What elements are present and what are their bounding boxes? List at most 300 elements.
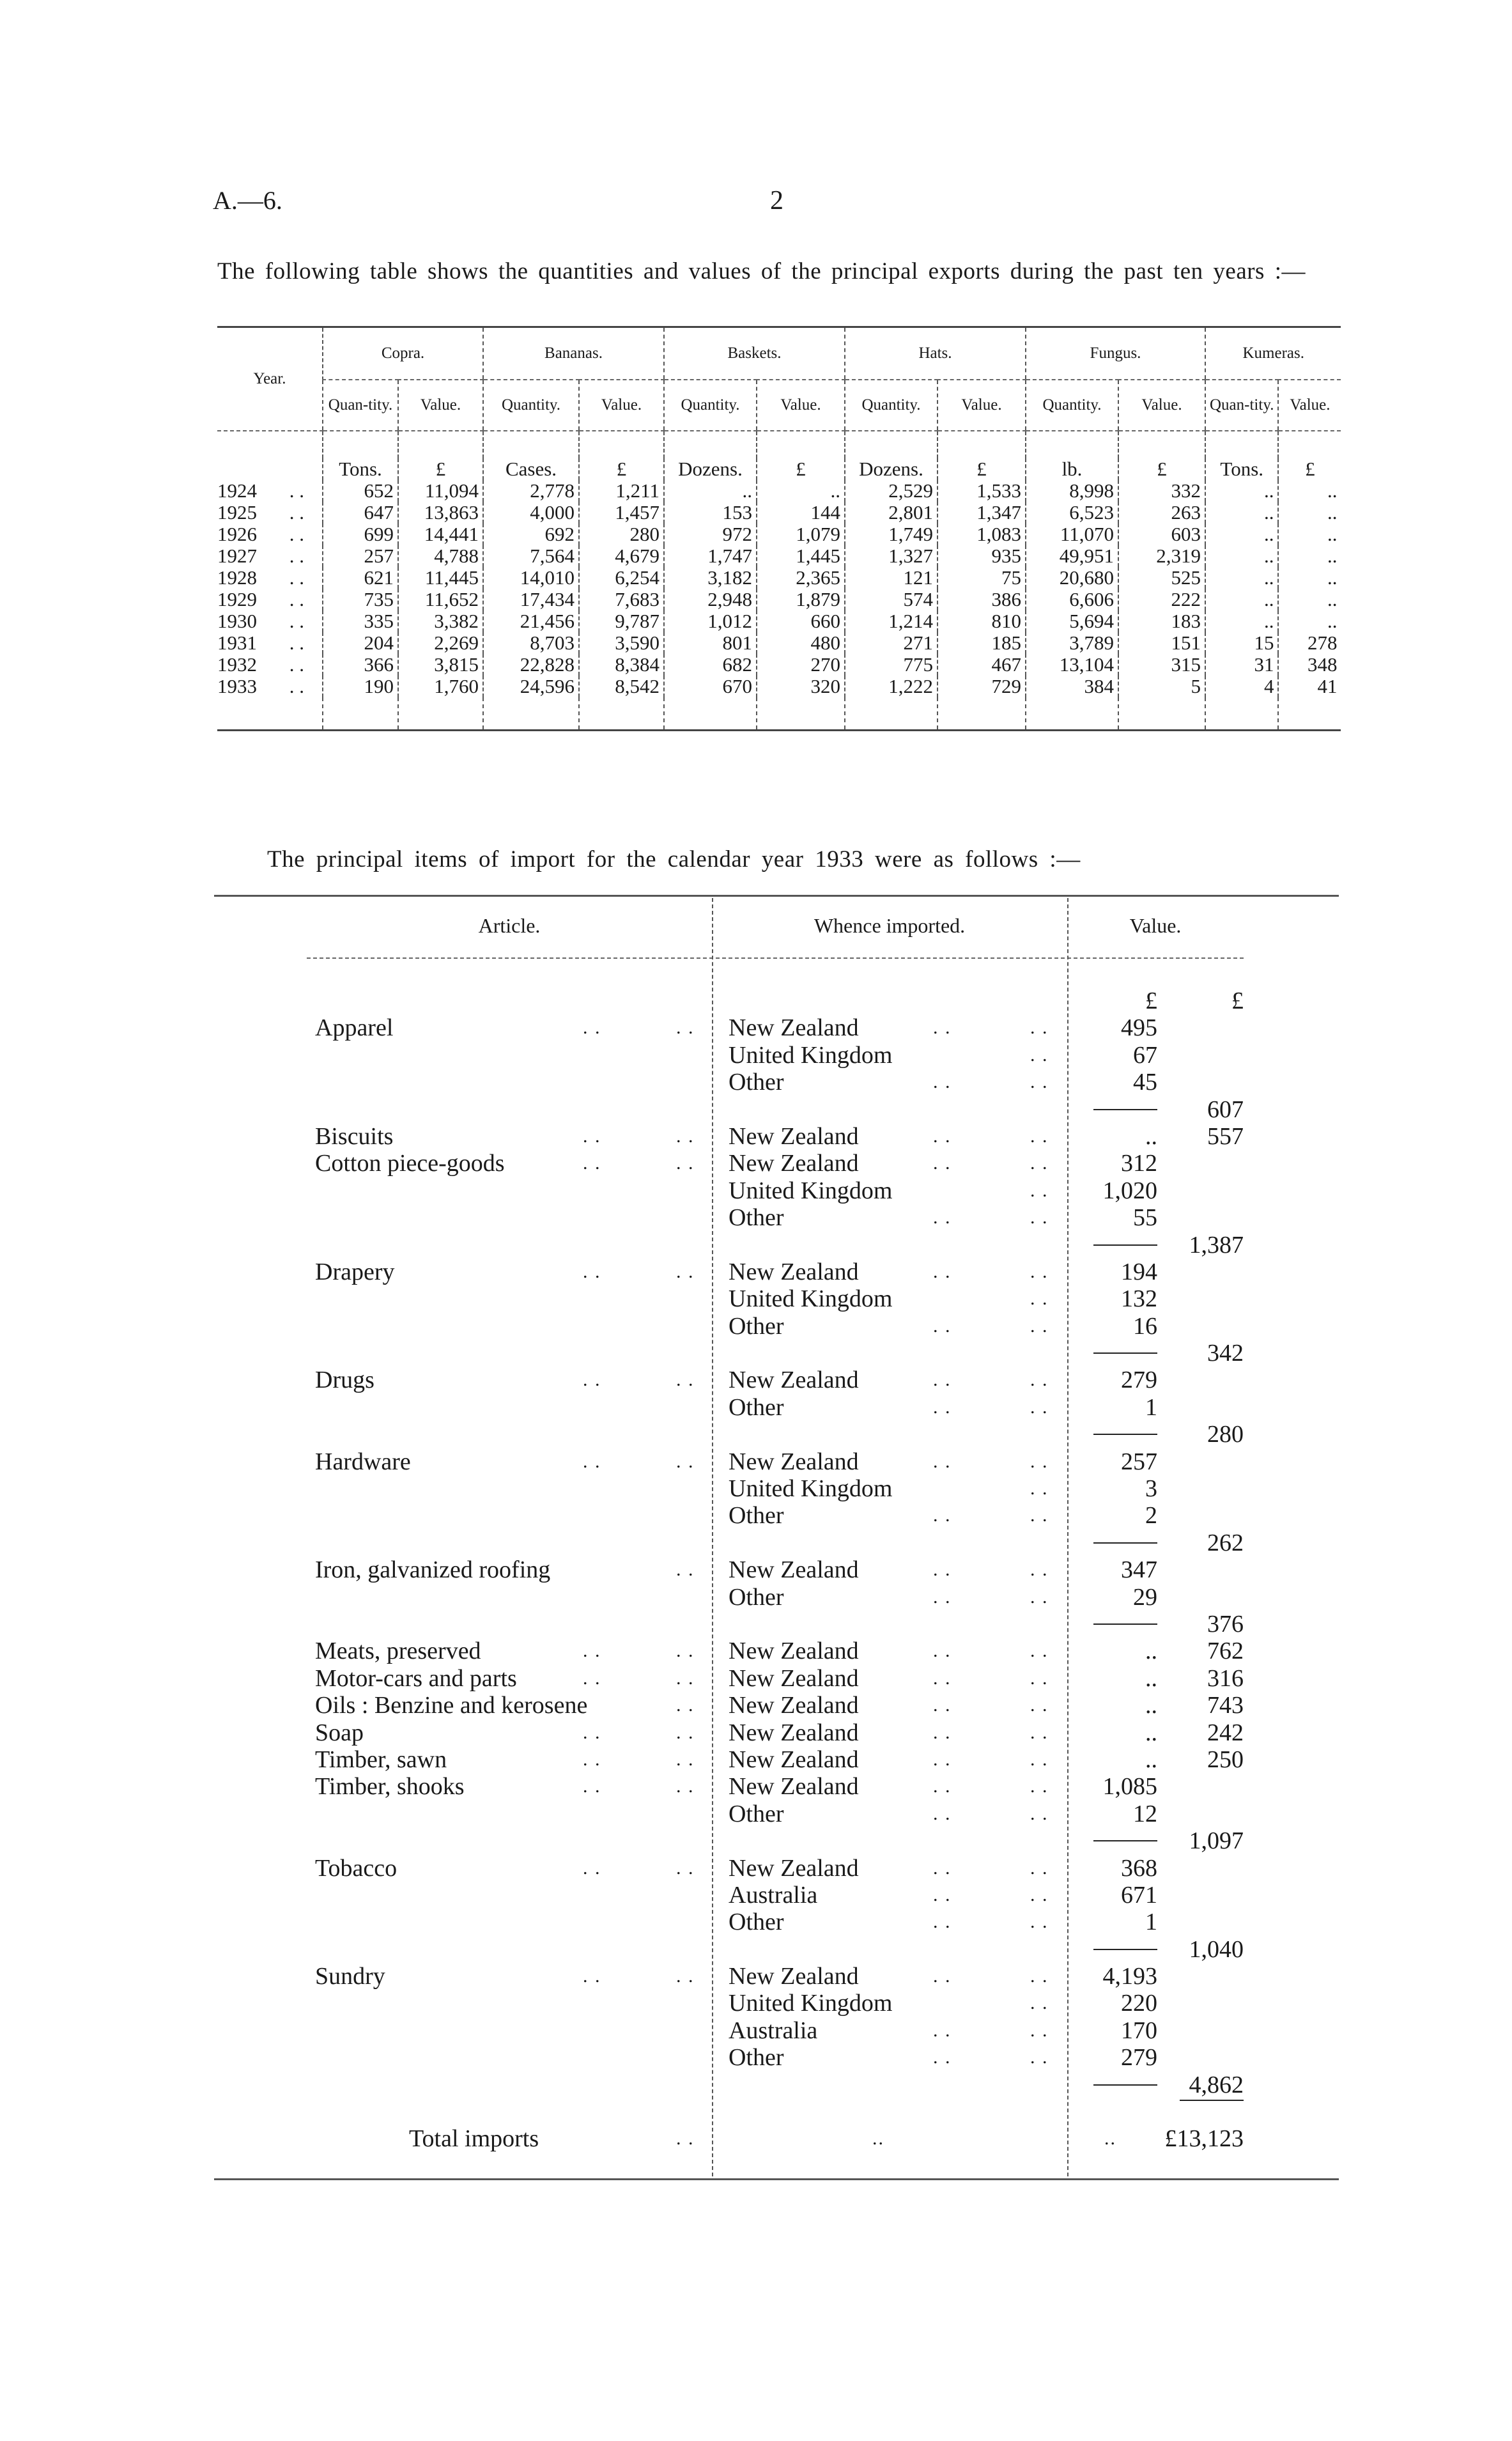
article-name: Timber, shooks (315, 1773, 465, 1801)
leader-dots: . . (1030, 1478, 1049, 1499)
value-cell: 5 (1118, 676, 1205, 697)
value-cell: 467 (937, 654, 1026, 676)
value-cell: 2,801 (845, 502, 937, 523)
value-cell: 11,652 (398, 589, 483, 610)
whence-placeholder: .. (872, 2128, 884, 2150)
subtotal-rule (1093, 1352, 1157, 1354)
value-cell: 11,094 (398, 480, 483, 502)
leader-dots: . . (583, 1640, 601, 1662)
item-value: 347 (1121, 1556, 1157, 1584)
list-item (0, 1963, 1512, 1990)
leader-dots: . . (1030, 1721, 1049, 1743)
item-value: .. (1145, 1664, 1157, 1692)
value-cell: 384 (1026, 676, 1118, 697)
leader-dots: . . (676, 1857, 695, 1879)
subtotal-rule (1093, 1949, 1157, 1950)
leader-dots: . . (1030, 2019, 1049, 2041)
value-cell: 647 (323, 502, 398, 523)
value-cell: 3,182 (664, 567, 757, 589)
leader-dots: . . (583, 1776, 601, 1797)
leader-dots: . . (583, 1748, 601, 1770)
whence-header: Whence imported. (814, 914, 966, 937)
leader-dots: . . (1030, 1179, 1049, 1201)
table-row (217, 654, 1341, 676)
value-cell: 1,445 (757, 545, 845, 567)
item-value: 279 (1121, 1367, 1157, 1394)
value-cell: 1,079 (757, 523, 845, 545)
leader-dots: . . (583, 1125, 601, 1147)
leader-dots: . . (676, 1748, 695, 1770)
leader-dots: . . (933, 1207, 952, 1228)
leader-dots: . . (1030, 1044, 1049, 1066)
list-item (0, 1530, 1512, 1556)
item-value: 55 (1133, 1204, 1157, 1232)
article-name: Timber, sawn (315, 1746, 447, 1773)
list-item (0, 1584, 1512, 1611)
leader-dots: . . (933, 1776, 952, 1797)
value-cell: 14,441 (398, 523, 483, 545)
leader-dots: . . (933, 1965, 952, 1987)
article-name: Drapery (315, 1258, 395, 1285)
value-cell: .. (1205, 567, 1278, 589)
value-cell: 1,747 (664, 545, 757, 567)
page-number: 2 (770, 186, 783, 215)
leader-dots: . . (676, 1721, 695, 1743)
leader-dots: . . (1030, 1857, 1049, 1879)
total-rule (1180, 2100, 1244, 2101)
leader-dots: . . (1030, 1748, 1049, 1770)
leader-dots: . . (933, 1017, 952, 1039)
value-cell: 366 (323, 654, 398, 676)
list-item (0, 2044, 1512, 2071)
leader-dots: . . (933, 1694, 952, 1716)
value-cell: 190 (323, 676, 398, 697)
value-cell: 20,680 (1026, 567, 1118, 589)
table-row (217, 589, 1341, 610)
value-cell: 335 (323, 610, 398, 632)
sub-header: Quantity. (664, 380, 757, 431)
value-cell: 15 (1205, 632, 1278, 654)
group-header: Kumeras. (1205, 327, 1341, 380)
whence-imported: United Kingdom (729, 1041, 893, 1069)
whence-imported: New Zealand (729, 1963, 859, 1990)
leader-dots: . . (289, 523, 304, 545)
value-cell: 699 (323, 523, 398, 545)
value-cell: .. (1205, 545, 1278, 567)
leader-dots: . . (1030, 1884, 1049, 1905)
value-cell: 8,542 (579, 676, 664, 697)
whence-imported: New Zealand (729, 1014, 859, 1042)
value-cell: 2,365 (757, 567, 845, 589)
whence-imported: New Zealand (729, 1448, 859, 1475)
subtotal-value: 250 (1207, 1746, 1244, 1773)
value-cell: .. (1278, 567, 1341, 589)
item-value: 1 (1145, 1909, 1157, 1936)
leader-dots: . . (676, 1559, 695, 1581)
leader-dots: . . (676, 1965, 695, 1987)
leader-dots: . . (583, 1260, 601, 1282)
value-cell: 9,787 (579, 610, 664, 632)
unit-label: lb. (1026, 458, 1118, 480)
item-value: 1,020 (1102, 1177, 1157, 1204)
list-item (0, 1150, 1512, 1177)
value-cell: 11,445 (398, 567, 483, 589)
list-item (0, 1827, 1512, 1854)
value-cell: 204 (323, 632, 398, 654)
sub-header: Quan-tity. (1205, 380, 1278, 431)
leader-dots: . . (933, 1721, 952, 1743)
leader-dots: . . (1030, 1315, 1049, 1337)
value-cell: .. (664, 480, 757, 502)
leader-dots: . . (933, 1260, 952, 1282)
whence-imported: New Zealand (729, 1122, 859, 1150)
list-item (0, 1665, 1512, 1692)
subtotal-value: 242 (1207, 1719, 1244, 1746)
leader-dots: . . (1030, 1450, 1049, 1472)
article-name: Hardware (315, 1448, 411, 1475)
value-cell: 280 (579, 523, 664, 545)
leader-dots: . . (676, 1450, 695, 1472)
item-value: 12 (1133, 1800, 1157, 1827)
unit-label: Tons. (323, 458, 398, 480)
value-cell: 692 (483, 523, 579, 545)
list-item (0, 988, 1512, 1014)
total-row (0, 2125, 1512, 2152)
subtotal-rule (1093, 1109, 1157, 1110)
year-cell: 1931 (217, 632, 257, 654)
value-header: Value. (1129, 914, 1182, 937)
leader-dots: . . (676, 1694, 695, 1716)
sub-header: Quantity. (845, 380, 937, 431)
subtotal-value: 376 (1207, 1610, 1244, 1638)
whence-imported: New Zealand (729, 1773, 859, 1801)
leader-dots: . . (1030, 1911, 1049, 1933)
list-item (0, 1096, 1512, 1123)
leader-dots: . . (1030, 1640, 1049, 1662)
item-value: 16 (1133, 1312, 1157, 1340)
table-row (217, 610, 1341, 632)
value-cell: 185 (937, 632, 1026, 654)
list-item (0, 2072, 1512, 2098)
subtotal-value: 557 (1207, 1122, 1244, 1150)
item-value: 671 (1121, 1881, 1157, 1909)
group-header: Hats. (845, 327, 1026, 380)
table-rule (214, 2178, 1339, 2180)
value-cell: 2,269 (398, 632, 483, 654)
item-value: 257 (1121, 1448, 1157, 1475)
leader-dots: . . (676, 1369, 695, 1391)
value-cell: 1,012 (664, 610, 757, 632)
value-cell: 11,070 (1026, 523, 1118, 545)
list-item (0, 1936, 1512, 1963)
value-cell: .. (1205, 523, 1278, 545)
value-cell: 652 (323, 480, 398, 502)
leader-dots: . . (933, 1640, 952, 1662)
whence-imported: United Kingdom (729, 1177, 893, 1204)
value-cell: 2,529 (845, 480, 937, 502)
value-cell: .. (757, 480, 845, 502)
value-cell: 1,533 (937, 480, 1026, 502)
list-item (0, 1801, 1512, 1827)
year-cell: 1932 (217, 653, 257, 676)
list-item (0, 1448, 1512, 1475)
subtotal-value: 1,040 (1189, 1935, 1244, 1963)
value-cell: 3,815 (398, 654, 483, 676)
value-cell: 670 (664, 676, 757, 697)
value-cell: 153 (664, 502, 757, 523)
leader-dots: . . (933, 1857, 952, 1879)
whence-imported: New Zealand (729, 1367, 859, 1394)
leader-dots: . . (289, 501, 304, 523)
item-value: 1 (1145, 1393, 1157, 1421)
value-cell: 263 (1118, 502, 1205, 523)
value-cell: 1,760 (398, 676, 483, 697)
value-cell: .. (1278, 610, 1341, 632)
whence-imported: New Zealand (729, 1719, 859, 1746)
subtotal-rule (1093, 1244, 1157, 1246)
article-name: Iron, galvanized roofing (315, 1556, 551, 1584)
subtotal-value: 1,097 (1189, 1827, 1244, 1855)
sub-header: Quantity. (1026, 380, 1118, 431)
value-cell: 1,457 (579, 502, 664, 523)
list-item (0, 2017, 1512, 2044)
item-value: 3 (1145, 1475, 1157, 1503)
value-cell: 386 (937, 589, 1026, 610)
list-item (0, 1367, 1512, 1393)
leader-dots: . . (289, 610, 304, 632)
value-cell: 222 (1118, 589, 1205, 610)
sub-header: Value. (579, 380, 664, 431)
value-cell: 682 (664, 654, 757, 676)
page-reference: A.—6. (213, 186, 282, 215)
value-cell: .. (1205, 502, 1278, 523)
table-row (217, 502, 1341, 523)
subtotal-value: 262 (1207, 1529, 1244, 1556)
value-cell: 257 (323, 545, 398, 567)
subtotal-value: £ (1231, 988, 1244, 1014)
article-name: Biscuits (315, 1122, 394, 1150)
value-cell: 775 (845, 654, 937, 676)
leader-dots: . . (933, 2019, 952, 2041)
value-cell: 320 (757, 676, 845, 697)
article-name: Motor-cars and parts (315, 1664, 517, 1692)
year-header: Year. (217, 327, 323, 431)
article-name: Soap (315, 1719, 364, 1746)
leader-dots: . . (1030, 1586, 1049, 1608)
leader-dots: . . (676, 1776, 695, 1797)
sub-header: Value. (398, 380, 483, 431)
whence-imported: New Zealand (729, 1258, 859, 1285)
subtotal-rule (1093, 1623, 1157, 1625)
whence-imported: Other (729, 1204, 784, 1232)
article-name: Tobacco (315, 1854, 397, 1882)
item-value: 67 (1133, 1041, 1157, 1069)
list-item (0, 1340, 1512, 1367)
value-cell: 4,679 (579, 545, 664, 567)
value-cell: 735 (323, 589, 398, 610)
year-cell: 1930 (217, 610, 257, 632)
value-cell: 144 (757, 502, 845, 523)
value-cell: 3,590 (579, 632, 664, 654)
leader-dots: . . (933, 1071, 952, 1093)
leader-dots: . . (933, 1802, 952, 1824)
list-item (0, 1204, 1512, 1231)
leader-dots: . . (289, 479, 304, 502)
leader-dots: . . (1030, 1505, 1049, 1526)
value-cell: 3,789 (1026, 632, 1118, 654)
leader-dots: . . (933, 1369, 952, 1391)
value-cell: 183 (1118, 610, 1205, 632)
leader-dots: . . (676, 1260, 695, 1282)
whence-imported: Other (729, 1393, 784, 1421)
subtotal-rule (1093, 1542, 1157, 1544)
value-cell: 6,254 (579, 567, 664, 589)
value-cell: .. (1278, 502, 1341, 523)
value-cell: 22,828 (483, 654, 579, 676)
list-item (0, 1259, 1512, 1285)
leader-dots: . . (1030, 1369, 1049, 1391)
whence-imported: New Zealand (729, 1664, 859, 1692)
list-item (0, 1855, 1512, 1882)
leader-dots: . . (1030, 1071, 1049, 1093)
article-name: Apparel (315, 1014, 394, 1042)
value-cell: 21,456 (483, 610, 579, 632)
table-row (217, 480, 1341, 502)
leader-dots: . . (1030, 1559, 1049, 1581)
subtotal-value: 316 (1207, 1664, 1244, 1692)
subtotal-rule (1093, 2084, 1157, 2086)
leader-dots: . . (933, 1748, 952, 1770)
list-item (0, 1042, 1512, 1069)
value-cell: 621 (323, 567, 398, 589)
leader-dots: . . (933, 2047, 952, 2068)
value-cell: 935 (937, 545, 1026, 567)
unit-label: £ (757, 458, 845, 480)
value-cell: 31 (1205, 654, 1278, 676)
item-value: 1,085 (1102, 1773, 1157, 1801)
table-row (217, 545, 1341, 567)
sub-header: Value. (1278, 380, 1341, 431)
list-item (0, 1069, 1512, 1096)
value-cell: .. (1278, 480, 1341, 502)
group-header: Baskets. (664, 327, 845, 380)
sub-header: Value. (937, 380, 1026, 431)
unit-label: Cases. (483, 458, 579, 480)
item-value: 312 (1121, 1150, 1157, 1177)
leader-dots: .. (1104, 2128, 1116, 2150)
value-cell: 810 (937, 610, 1026, 632)
leader-dots: . . (676, 1667, 695, 1689)
value-cell: 6,606 (1026, 589, 1118, 610)
total-label: Total imports (409, 2125, 539, 2153)
item-value: 45 (1133, 1069, 1157, 1096)
list-item (0, 1394, 1512, 1421)
unit-label: £ (1278, 458, 1341, 480)
leader-dots: . . (583, 1017, 601, 1039)
leader-dots: . . (933, 1884, 952, 1905)
table-rule (214, 895, 1339, 897)
list-item (0, 1773, 1512, 1800)
leader-dots: . . (1030, 1017, 1049, 1039)
subtotal-value: 342 (1207, 1340, 1244, 1367)
item-value: 194 (1121, 1258, 1157, 1285)
item-value: 279 (1121, 2044, 1157, 2072)
list-item (0, 1990, 1512, 2017)
value-cell: 151 (1118, 632, 1205, 654)
leader-dots: . . (289, 653, 304, 676)
value-cell: 1,347 (937, 502, 1026, 523)
value-cell: .. (1205, 589, 1278, 610)
subtotal-value: 762 (1207, 1638, 1244, 1665)
value-cell: 49,951 (1026, 545, 1118, 567)
item-value: 170 (1121, 2017, 1157, 2044)
value-cell: 2,778 (483, 480, 579, 502)
list-item (0, 1611, 1512, 1638)
leader-dots: . . (1030, 2047, 1049, 2068)
sub-header: Value. (757, 380, 845, 431)
value-cell: 75 (937, 567, 1026, 589)
whence-imported: New Zealand (729, 1746, 859, 1773)
subtotal-rule (1093, 1434, 1157, 1435)
value-cell: 2,319 (1118, 545, 1205, 567)
year-cell: 1925 (217, 501, 257, 523)
value-cell: 8,998 (1026, 480, 1118, 502)
leader-dots: . . (676, 1125, 695, 1147)
item-value: 220 (1121, 1990, 1157, 2017)
value-cell: 1,211 (579, 480, 664, 502)
leader-dots: . . (289, 588, 304, 610)
list-item (0, 1421, 1512, 1448)
table-row (217, 567, 1341, 589)
leader-dots: . . (1030, 1694, 1049, 1716)
exports-table (217, 326, 1341, 731)
value-cell: 729 (937, 676, 1026, 697)
value-cell: 1,879 (757, 589, 845, 610)
value-cell: 574 (845, 589, 937, 610)
leader-dots: . . (1030, 1965, 1049, 1987)
leader-dots: . . (933, 1396, 952, 1418)
value-cell: 13,104 (1026, 654, 1118, 676)
value-cell: 121 (845, 567, 937, 589)
group-header: Fungus. (1026, 327, 1205, 380)
list-item (0, 1475, 1512, 1502)
value-cell: .. (1278, 523, 1341, 545)
value-cell: .. (1205, 480, 1278, 502)
value-cell: 4,000 (483, 502, 579, 523)
leader-dots: . . (1030, 1992, 1049, 2014)
value-cell: 17,434 (483, 589, 579, 610)
imports-intro: The principal items of import for the calendar year 1933 were as follows :— (267, 846, 1081, 872)
leader-dots: . . (1030, 1667, 1049, 1689)
leader-dots: . . (1030, 1207, 1049, 1228)
whence-imported: United Kingdom (729, 1285, 893, 1313)
value-cell: 480 (757, 632, 845, 654)
value-cell: 2,948 (664, 589, 757, 610)
article-header: Article. (478, 914, 541, 937)
article-name: Oils : Benzine and kerosene (315, 1692, 588, 1719)
leader-dots: . . (676, 1017, 695, 1039)
whence-imported: Other (729, 2044, 784, 2072)
leader-dots: . . (289, 675, 304, 697)
item-value: 2 (1145, 1502, 1157, 1530)
year-cell: 1926 (217, 523, 257, 545)
value-cell: 6,523 (1026, 502, 1118, 523)
leader-dots: . . (289, 545, 304, 567)
article-name: Cotton piece-goods (315, 1150, 505, 1177)
year-cell: 1933 (217, 675, 257, 697)
leader-dots: . . (676, 1640, 695, 1662)
whence-imported: New Zealand (729, 1692, 859, 1719)
